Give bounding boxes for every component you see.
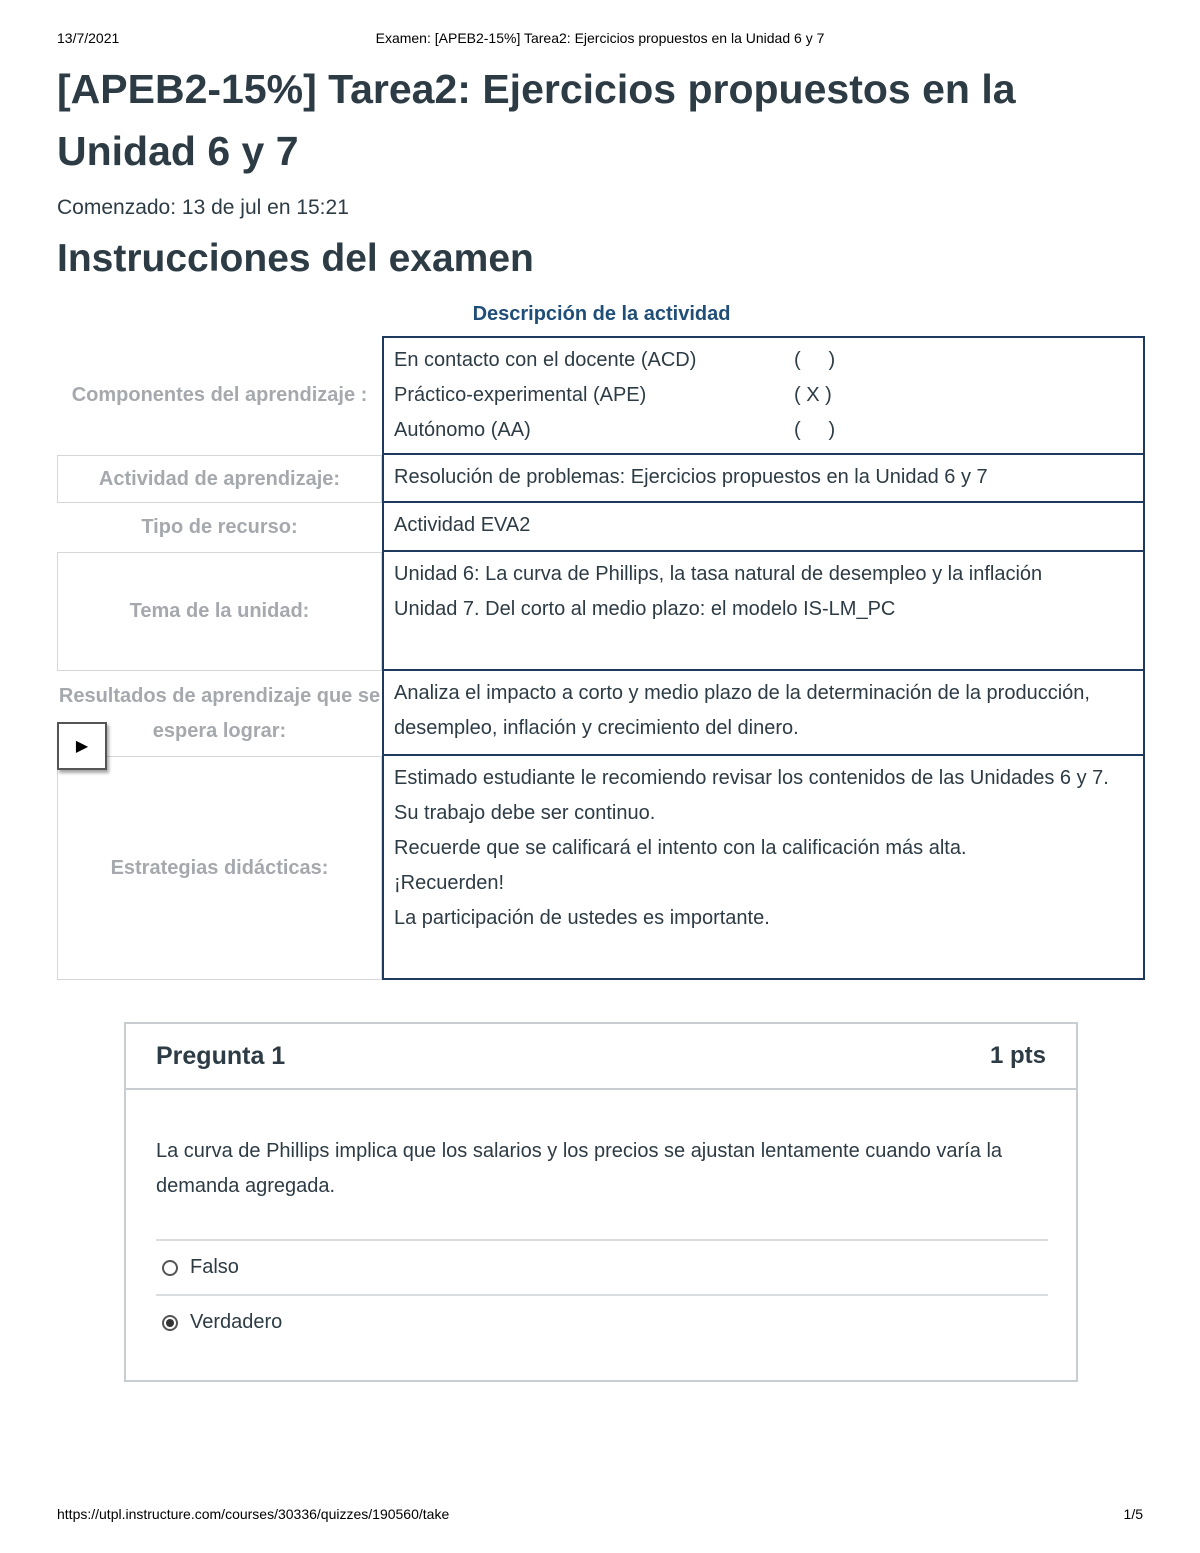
components-label bbox=[57, 336, 382, 455]
strategy-line: Recuerde que se calificará el intento con la calificación más alta. bbox=[394, 837, 967, 859]
component-row bbox=[394, 343, 1133, 378]
theme-line: Unidad 7. Del corto al medio plazo: el modelo IS-LM_PC bbox=[394, 598, 896, 620]
results-value: Analiza el impacto a corto y medio plazo de la determinación de la producción, desempleo, inflación y crecimiento del dinero. bbox=[382, 669, 1145, 756]
radio-dot bbox=[166, 1319, 174, 1327]
answer-label: Verdadero bbox=[190, 1311, 283, 1333]
activity-label: Actividad de aprendizaje: bbox=[57, 455, 382, 503]
strategy-line: Estimado estudiante le recomiendo revisar los contenidos de las Unidades 6 y 7. bbox=[394, 767, 1109, 789]
instructions-heading: Instrucciones del examen bbox=[57, 237, 534, 280]
answer-option-falso[interactable] bbox=[156, 1239, 1048, 1294]
resource-value: Actividad EVA2 bbox=[382, 501, 1145, 552]
strategies-label: Estrategias didácticas: bbox=[57, 756, 382, 980]
theme-line: Unidad 6: La curva de Phillips, la tasa natural de desempleo y la inflación bbox=[394, 563, 1043, 585]
component-row bbox=[394, 378, 1133, 413]
question-title: Pregunta 1 bbox=[156, 1041, 286, 1070]
print-footer bbox=[57, 1506, 1143, 1526]
component-name: En contacto con el docente (ACD) bbox=[394, 349, 697, 371]
answer-list bbox=[156, 1239, 1048, 1349]
strategy-line: Su trabajo debe ser continuo. bbox=[394, 802, 656, 824]
resource-label: Tipo de recurso: bbox=[141, 516, 298, 538]
print-page-number: 1/5 bbox=[1123, 1506, 1143, 1522]
radio-selected-icon[interactable] bbox=[162, 1315, 178, 1331]
component-mark: ( ) bbox=[794, 349, 836, 371]
page-title: [APEB2-15%] Tarea2: Ejercicios propuestos en la Unidad 6 y 7 bbox=[57, 66, 1016, 174]
results-label: Resultados de aprendizaje que se espera lograr: bbox=[58, 684, 381, 742]
media-play-button[interactable] bbox=[57, 722, 107, 770]
component-name: Práctico-experimental (APE) bbox=[394, 384, 647, 406]
component-mark: ( X ) bbox=[794, 384, 832, 406]
component-name: Autónomo (AA) bbox=[394, 419, 531, 441]
question-header bbox=[126, 1024, 1076, 1090]
strategy-line: ¡Recuerden! bbox=[394, 872, 505, 894]
strategies-cell bbox=[382, 754, 1145, 980]
radio-unselected-icon[interactable] bbox=[162, 1260, 178, 1276]
theme-label: Tema de la unidad: bbox=[57, 552, 382, 671]
answer-label: Falso bbox=[190, 1256, 239, 1278]
print-header bbox=[57, 30, 1143, 50]
started-timestamp: Comenzado: 13 de jul en 15:21 bbox=[57, 196, 349, 219]
strategy-line: La participación de ustedes es importante. bbox=[394, 907, 770, 929]
activity-description-heading: Descripción de la actividad bbox=[472, 303, 731, 325]
print-document-title: Examen: [APEB2-15%] Tarea2: Ejercicios propuestos en la Unidad 6 y 7 bbox=[375, 30, 825, 46]
activity-value: Resolución de problemas: Ejercicios propuestos en la Unidad 6 y 7 bbox=[382, 453, 1145, 503]
play-icon: ▶ bbox=[75, 738, 89, 755]
question-text: La curva de Phillips implica que los salarios y los precios se ajustan lentamente cuando varía la demanda agregada. bbox=[156, 1140, 1003, 1197]
print-url: https://utpl.instructure.com/courses/30336/quizzes/190560/take bbox=[57, 1506, 450, 1522]
question-card bbox=[124, 1022, 1078, 1382]
question-points: 1 pts bbox=[989, 1042, 1046, 1069]
print-date: 13/7/2021 bbox=[57, 30, 120, 46]
components-cell bbox=[382, 336, 1145, 455]
component-row bbox=[394, 413, 1133, 448]
answer-option-verdadero[interactable] bbox=[156, 1294, 1048, 1349]
component-mark: ( ) bbox=[794, 419, 836, 441]
components-label-text: Componentes del aprendizaje : bbox=[71, 384, 368, 406]
theme-cell bbox=[382, 550, 1145, 671]
